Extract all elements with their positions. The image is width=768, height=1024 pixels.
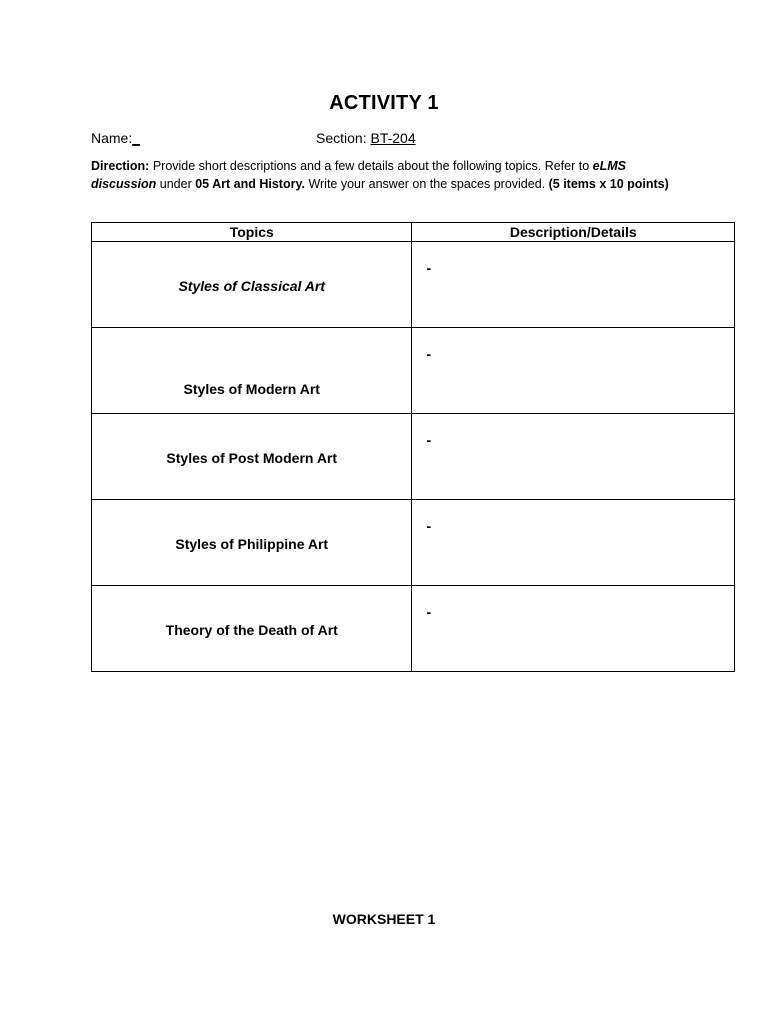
name-label: Name: [91,130,133,146]
answer-dash: - [426,432,432,448]
answer-cell[interactable] [412,586,735,672]
topic-cell [92,414,412,500]
name-field [91,129,140,147]
name-value: _ [132,130,141,146]
table-row [92,328,735,414]
topics-table [91,222,735,672]
answer-cell[interactable] [412,500,735,586]
header-topics: Topics [92,223,412,242]
topic-philippine-art: Styles of Philippine Art [175,536,329,552]
answer-dash: - [426,604,432,620]
topic-cell [92,586,412,672]
answer-cell[interactable] [412,414,735,500]
answer-cell[interactable] [412,242,735,328]
direction-text-3: Write your answer on the spaces provided. [304,177,549,191]
direction-reference: eLMS discussion [91,159,626,191]
topic-post-modern-art: Styles of Post Modern Art [166,450,338,466]
topic-cell [92,328,412,414]
topic-classical-art: Styles of Classical Art [178,278,326,294]
section-value: BT-204 [370,130,416,146]
table-row [92,414,735,500]
worksheet-footer: WORKSHEET 1 [332,911,436,927]
topic-modern-art: Styles of Modern Art [183,381,320,397]
answer-dash: - [426,518,432,534]
topic-cell [92,500,412,586]
answer-dash: - [426,260,432,276]
answer-dash: - [426,346,432,362]
table-header-row [92,223,735,242]
activity-title: ACTIVITY 1 [329,92,439,114]
section-field [316,129,416,147]
direction-points: (5 items x 10 points) [548,177,669,191]
section-label: Section: [316,130,371,146]
direction-text-2: under [156,177,196,191]
answer-cell[interactable] [412,328,735,414]
header-description: Description/Details [412,223,735,242]
topic-cell [92,242,412,328]
direction-text-1: Provide short descriptions and a few details about the following topics. Refer to [149,159,593,173]
direction-label: Direction: [91,159,150,173]
table-row [92,500,735,586]
topic-death-of-art: Theory of the Death of Art [165,622,338,638]
table-row [92,242,735,328]
table-row [92,586,735,672]
direction-module: 05 Art and History. [195,177,305,191]
direction-paragraph [91,157,671,193]
